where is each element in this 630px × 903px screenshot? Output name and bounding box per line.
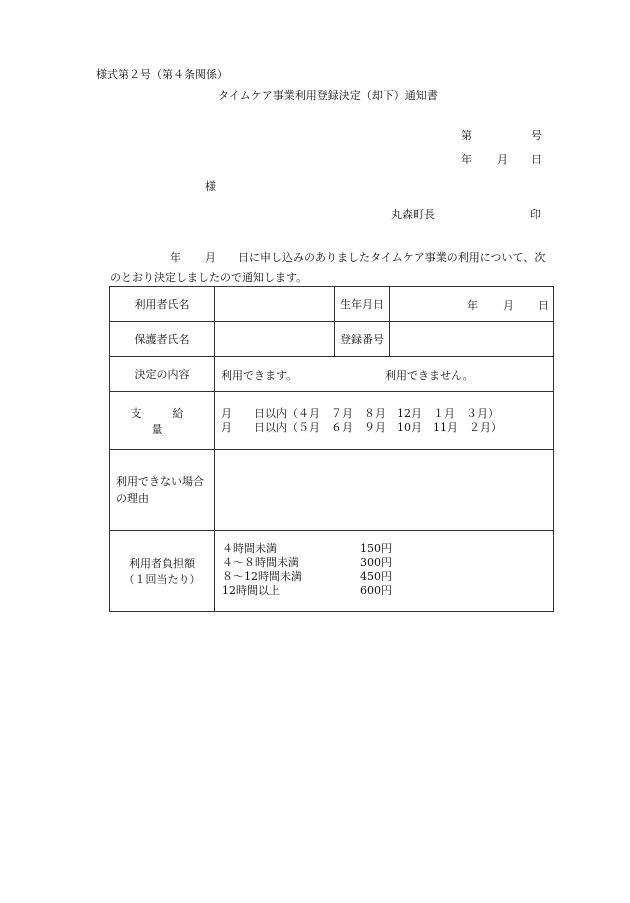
user-fee-label-line2: （１回当たり） bbox=[123, 573, 201, 586]
rejection-reason-field bbox=[215, 450, 554, 531]
issuer-name: 丸森町長 bbox=[391, 208, 435, 221]
decision-label: 決定の内容 bbox=[110, 357, 215, 392]
guardian-name-label: 保護者氏名 bbox=[110, 322, 215, 357]
birth-year-unit: 年 bbox=[467, 299, 478, 312]
table-row bbox=[110, 287, 554, 322]
doc-number-suffix: 号 bbox=[531, 129, 542, 142]
body-month: 月 bbox=[205, 251, 216, 264]
fee-duration: 12時間以上 bbox=[222, 584, 280, 597]
user-fee-field bbox=[215, 531, 554, 612]
fee-item bbox=[222, 570, 392, 584]
table-row bbox=[110, 392, 554, 450]
decision-option-approved: 利用できます。 bbox=[221, 369, 298, 382]
body-text-line2: のとおり決定しましたので通知します。 bbox=[110, 271, 308, 284]
document-title: タイムケア事業利用登録決定（却下）通知書 bbox=[218, 89, 438, 102]
fee-price: 300円 bbox=[360, 556, 392, 569]
birthdate-label: 生年月日 bbox=[335, 287, 390, 322]
issue-date-year: 年 bbox=[461, 153, 472, 166]
birth-day-unit: 日 bbox=[538, 299, 549, 312]
decision-form-table bbox=[109, 286, 554, 612]
body-year: 年 bbox=[170, 251, 181, 264]
supply-line-1: 月 日以内（４月 ７月 ８月 12月 １月 ３月） bbox=[221, 406, 499, 420]
birth-month-unit: 月 bbox=[503, 299, 514, 312]
birthdate-field bbox=[390, 287, 554, 322]
fee-duration: ４時間未満 bbox=[222, 542, 277, 555]
decision-option-rejected: 利用できません。 bbox=[385, 369, 474, 382]
table-row bbox=[110, 531, 554, 612]
supply-line-2: 月 日以内（５月 ６月 ９月 10月 11月 ２月） bbox=[221, 420, 502, 434]
supply-amount-field bbox=[215, 392, 554, 450]
fee-duration: ８～12時間未満 bbox=[222, 570, 302, 583]
rejection-reason-label: 利用できない場合の理由 bbox=[110, 450, 215, 531]
user-fee-label bbox=[110, 531, 215, 612]
user-name-field bbox=[215, 287, 335, 322]
issue-date-day: 日 bbox=[531, 153, 542, 166]
doc-number-prefix: 第 bbox=[461, 129, 472, 142]
fee-price: 150円 bbox=[360, 542, 392, 555]
decision-field bbox=[215, 357, 554, 392]
registration-number-label: 登録番号 bbox=[335, 322, 390, 357]
user-name-label: 利用者氏名 bbox=[110, 287, 215, 322]
addressee-honorific: 様 bbox=[205, 180, 216, 193]
user-fee-label-line1: 利用者負担額 bbox=[129, 557, 195, 570]
table-row bbox=[110, 357, 554, 392]
guardian-name-field bbox=[215, 322, 335, 357]
fee-item bbox=[222, 584, 392, 598]
fee-item bbox=[222, 556, 392, 570]
fee-duration: ４～８時間未満 bbox=[222, 556, 299, 569]
body-line1-text: 日に申し込みのありましたタイムケア事業の利用について、次 bbox=[238, 251, 546, 264]
fee-item bbox=[222, 542, 392, 556]
seal-mark: 印 bbox=[530, 208, 541, 221]
fee-price: 600円 bbox=[360, 584, 392, 597]
table-row bbox=[110, 450, 554, 531]
supply-amount-label: 支 給 量 bbox=[110, 392, 215, 450]
form-number: 様式第２号（第４条関係） bbox=[96, 68, 228, 81]
table-row bbox=[110, 322, 554, 357]
fee-price: 450円 bbox=[360, 570, 392, 583]
issue-date-month: 月 bbox=[497, 153, 508, 166]
registration-number-field bbox=[390, 322, 554, 357]
